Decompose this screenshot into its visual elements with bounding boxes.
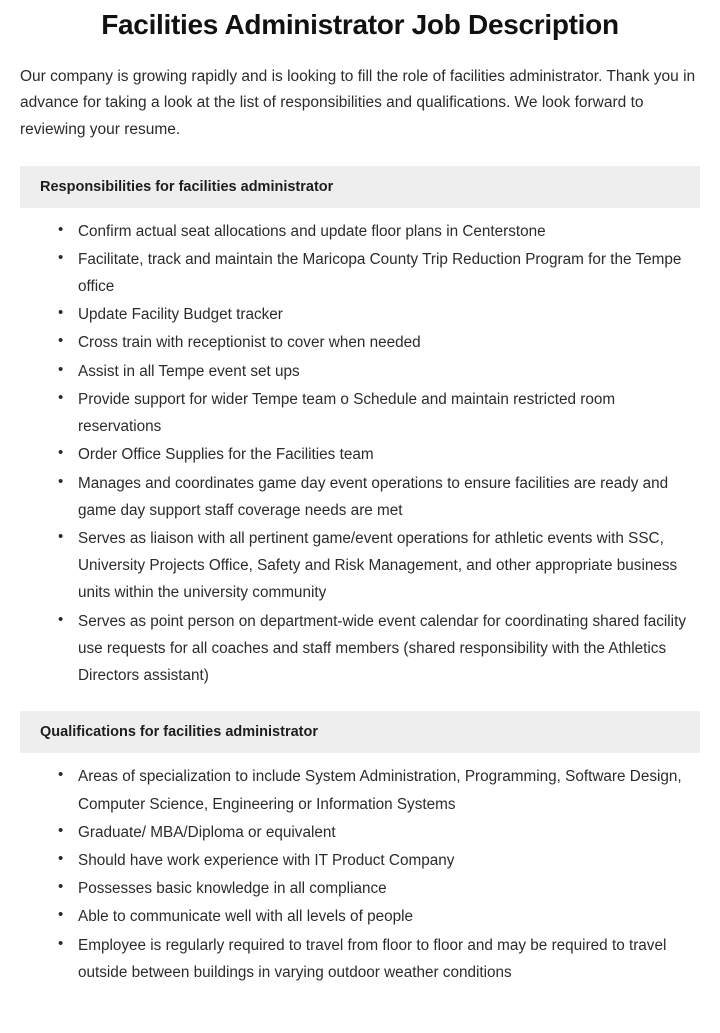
list-item: • Assist in all Tempe event set ups xyxy=(58,358,692,385)
list-item: • Confirm actual seat allocations and update floor plans in Centerstone xyxy=(58,218,692,245)
section-heading-responsibilities: Responsibilities for facilities administrator xyxy=(20,166,700,208)
list-item: • Facilitate, track and maintain the Maricopa County Trip Reduction Program for the Tempe office xyxy=(58,246,692,300)
list-item: • Order Office Supplies for the Facilities team xyxy=(58,441,692,468)
list-item: • Serves as point person on department-wide event calendar for coordinating shared facility use requests for all coaches and staff members (shared responsibility with the Athletics Directors assistant) xyxy=(58,608,692,690)
responsibilities-list xyxy=(20,218,700,690)
list-item: • Areas of specialization to include System Administration, Programming, Software Design, Computer Science, Engineering or Information Systems xyxy=(58,763,692,817)
list-item: • Update Facility Budget tracker xyxy=(58,301,692,328)
intro-paragraph: Our company is growing rapidly and is looking to fill the role of facilities administrator. Thank you in advance for taking a look at the list of responsibilities and qualifications. We look forward to reviewing your resume. xyxy=(20,67,696,138)
list-item: • Cross train with receptionist to cover when needed xyxy=(58,329,692,356)
list-item: • Provide support for wider Tempe team o Schedule and maintain restricted room reservations xyxy=(58,386,692,440)
list-item: • Able to communicate well with all levels of people xyxy=(58,903,692,930)
list-item: • Should have work experience with IT Product Company xyxy=(58,847,692,874)
list-item: • Employee is regularly required to travel from floor to floor and may be required to travel outside between buildings in varying outdoor weather conditions xyxy=(58,932,692,986)
job-description-document xyxy=(0,8,720,986)
page-title: Facilities Administrator Job Description xyxy=(101,9,619,40)
qualifications-section xyxy=(20,711,700,986)
list-item: • Graduate/ MBA/Diploma or equivalent xyxy=(58,819,692,846)
responsibilities-section xyxy=(20,166,700,690)
list-item: • Serves as liaison with all pertinent game/event operations for athletic events with SSC, University Projects Office, Safety and Risk Management, and other appropriate business units within the university community xyxy=(58,525,692,607)
qualifications-list xyxy=(20,763,700,986)
list-item: • Manages and coordinates game day event operations to ensure facilities are ready and game day support staff coverage needs are met xyxy=(58,470,692,524)
list-item: • Possesses basic knowledge in all compliance xyxy=(58,875,692,902)
section-heading-qualifications: Qualifications for facilities administrator xyxy=(20,711,700,753)
